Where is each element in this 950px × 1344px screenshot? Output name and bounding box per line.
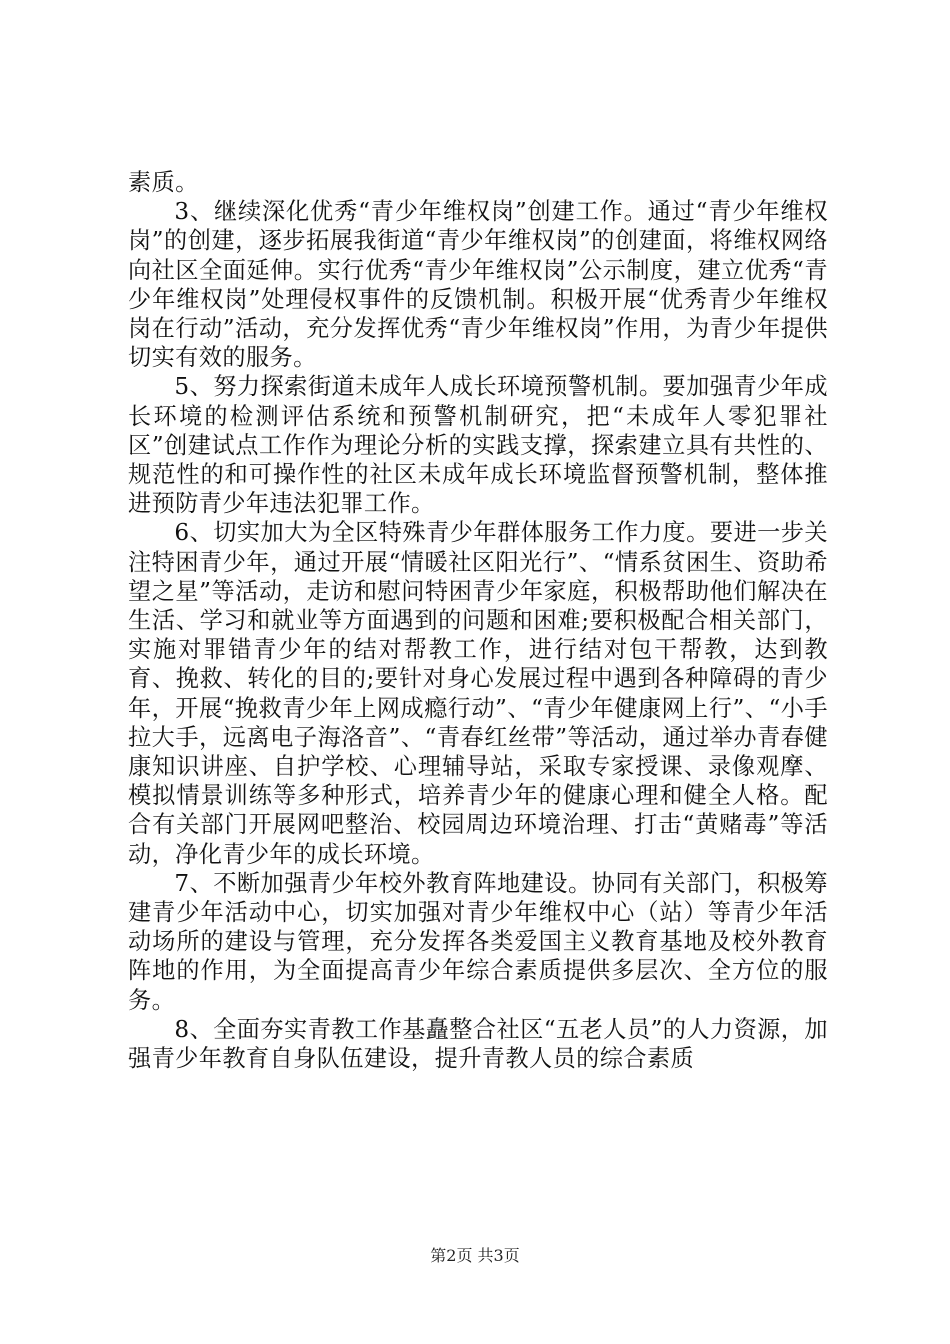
- paragraph-item-6: 6、切实加大为全区特殊青少年群体服务工作力度。要进一步关注特困青少年，通过开展“情暖社区阳光行”、“情系贫困生、资助希望之星”等活动，走访和慰问特困青少年家庭，积极帮助他们解决在生活、学习和就业等方面遇到的问题和困难;要积极配合相关部门，实施对罪错青少年的结对帮教工作，进行结对包干帮教，达到教育、挽救、转化的目的;要针对身心发展过程中遇到各种障碍的青少年，开展“挽救青少年上网成瘾行动”、“青少年健康网上行”、“小手拉大手，远离电子海洛音”、“青春红丝带”等活动，通过举办青春健康知识讲座、自护学校、心理辅导站，采取专家授课、录像观摩、模拟情景训练等多种形式，培养青少年的健康心理和健全人格。配合有关部门开展网吧整治、校园周边环境治理、打击“黄赌毒”等活动，净化青少年的成长环境。: [128, 519, 828, 868]
- page-number-footer: 第2页 共3页: [430, 1246, 520, 1265]
- paragraph-item-8: 8、全面夯实青教工作基矗整合社区“五老人员”的人力资源，加强青少年教育自身队伍建设，提升青教人员的综合素质: [128, 1015, 828, 1073]
- paragraph-item-3: 3、继续深化优秀“青少年维权岗”创建工作。通过“青少年维权岗”的创建，逐步拓展我街道“青少年维权岗”的创建面，将维权网络向社区全面延伸。实行优秀“青少年维权岗”公示制度，建立优秀“青少年维权岗”处理侵权事件的反馈机制。积极开展“优秀青少年维权岗在行动”活动，充分发挥优秀“青少年维权岗”作用，为青少年提供切实有效的服务。: [128, 198, 828, 372]
- paragraph-continuation: 素质。: [128, 169, 199, 196]
- paragraph-item-7: 7、不断加强青少年校外教育阵地建设。协同有关部门，积极筹建青少年活动中心，切实加强对青少年维权中心（站）等青少年活动场所的建设与管理，充分发挥各类爱国主义教育基地及校外教育阵地的作用，为全面提高青少年综合素质提供多层次、全方位的服务。: [128, 869, 828, 1014]
- paragraph-item-5: 5、努力探索街道未成年人成长环境预警机制。要加强青少年成长环境的检测评估系统和预警机制研究，把“未成年人零犯罪社区”创建试点工作作为理论分析的实践支撑，探索建立具有共性的、规范性的和可操作性的社区未成年成长环境监督预警机制，整体推进预防青少年违法犯罪工作。: [128, 373, 828, 518]
- document-body: [128, 168, 828, 1073]
